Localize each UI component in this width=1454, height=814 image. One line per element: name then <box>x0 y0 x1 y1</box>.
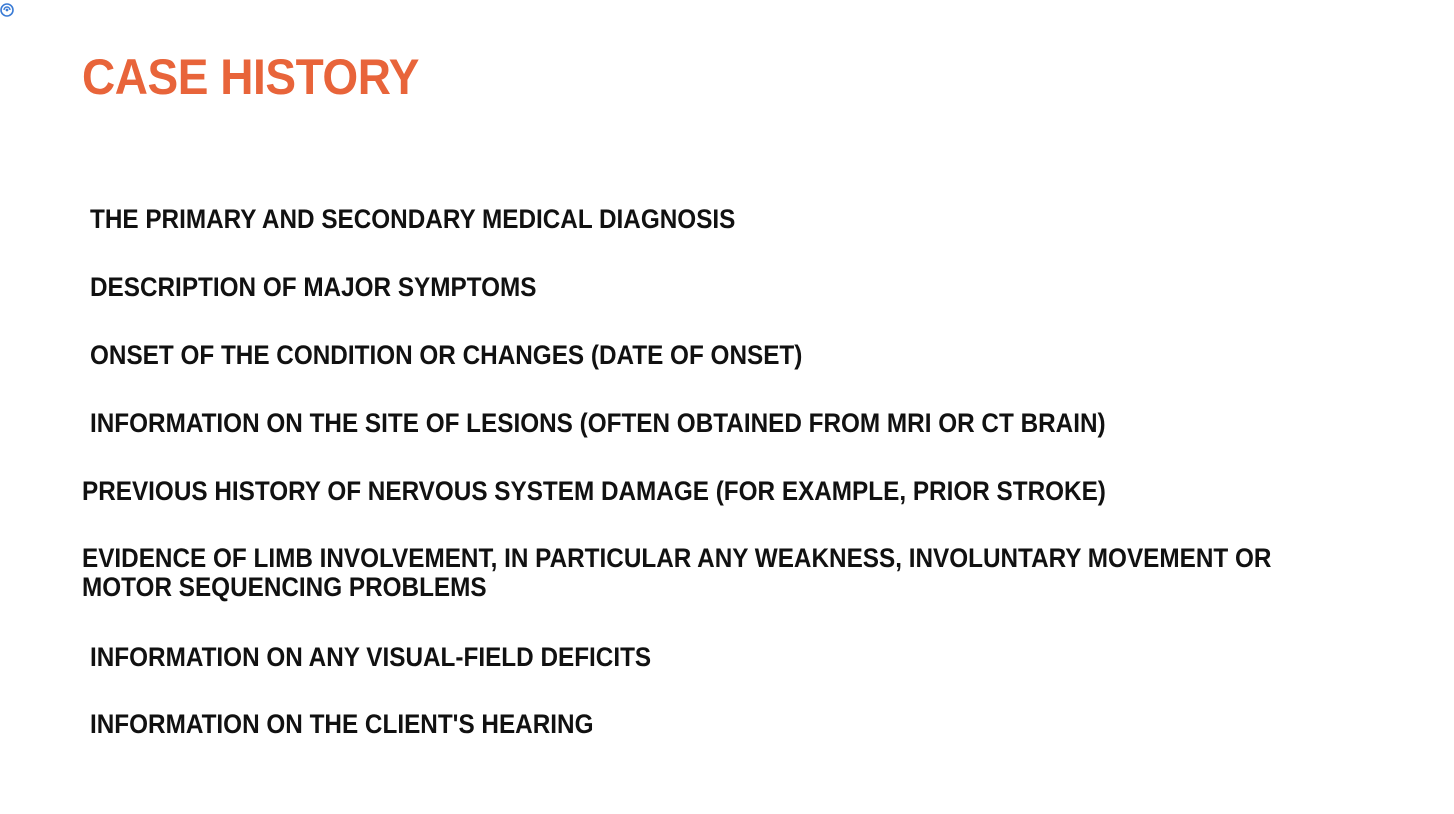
slide-title: CASE HISTORY <box>82 49 419 105</box>
list-item: INFORMATION ON THE CLIENT'S HEARING <box>90 709 594 739</box>
list-item: INFORMATION ON ANY VISUAL-FIELD DEFICITS <box>90 642 652 672</box>
list-item: DESCRIPTION OF MAJOR SYMPTOMS <box>90 272 537 302</box>
list-item: INFORMATION ON THE SITE OF LESIONS (OFTEN OBTAINED FROM MRI OR CT BRAIN) <box>90 408 1106 438</box>
list-item: ONSET OF THE CONDITION OR CHANGES (DATE OF ONSET) <box>90 340 803 370</box>
presentation-player-icon[interactable] <box>0 2 16 18</box>
list-item: EVIDENCE OF LIMB INVOLVEMENT, IN PARTICULAR ANY WEAKNESS, INVOLUNTARY MOVEMENT OR MOTOR SEQUENCING PROBLEMS <box>82 543 1272 602</box>
list-item: THE PRIMARY AND SECONDARY MEDICAL DIAGNOSIS <box>90 204 736 234</box>
list-item: PREVIOUS HISTORY OF NERVOUS SYSTEM DAMAGE (FOR EXAMPLE, PRIOR STROKE) <box>82 476 1106 506</box>
